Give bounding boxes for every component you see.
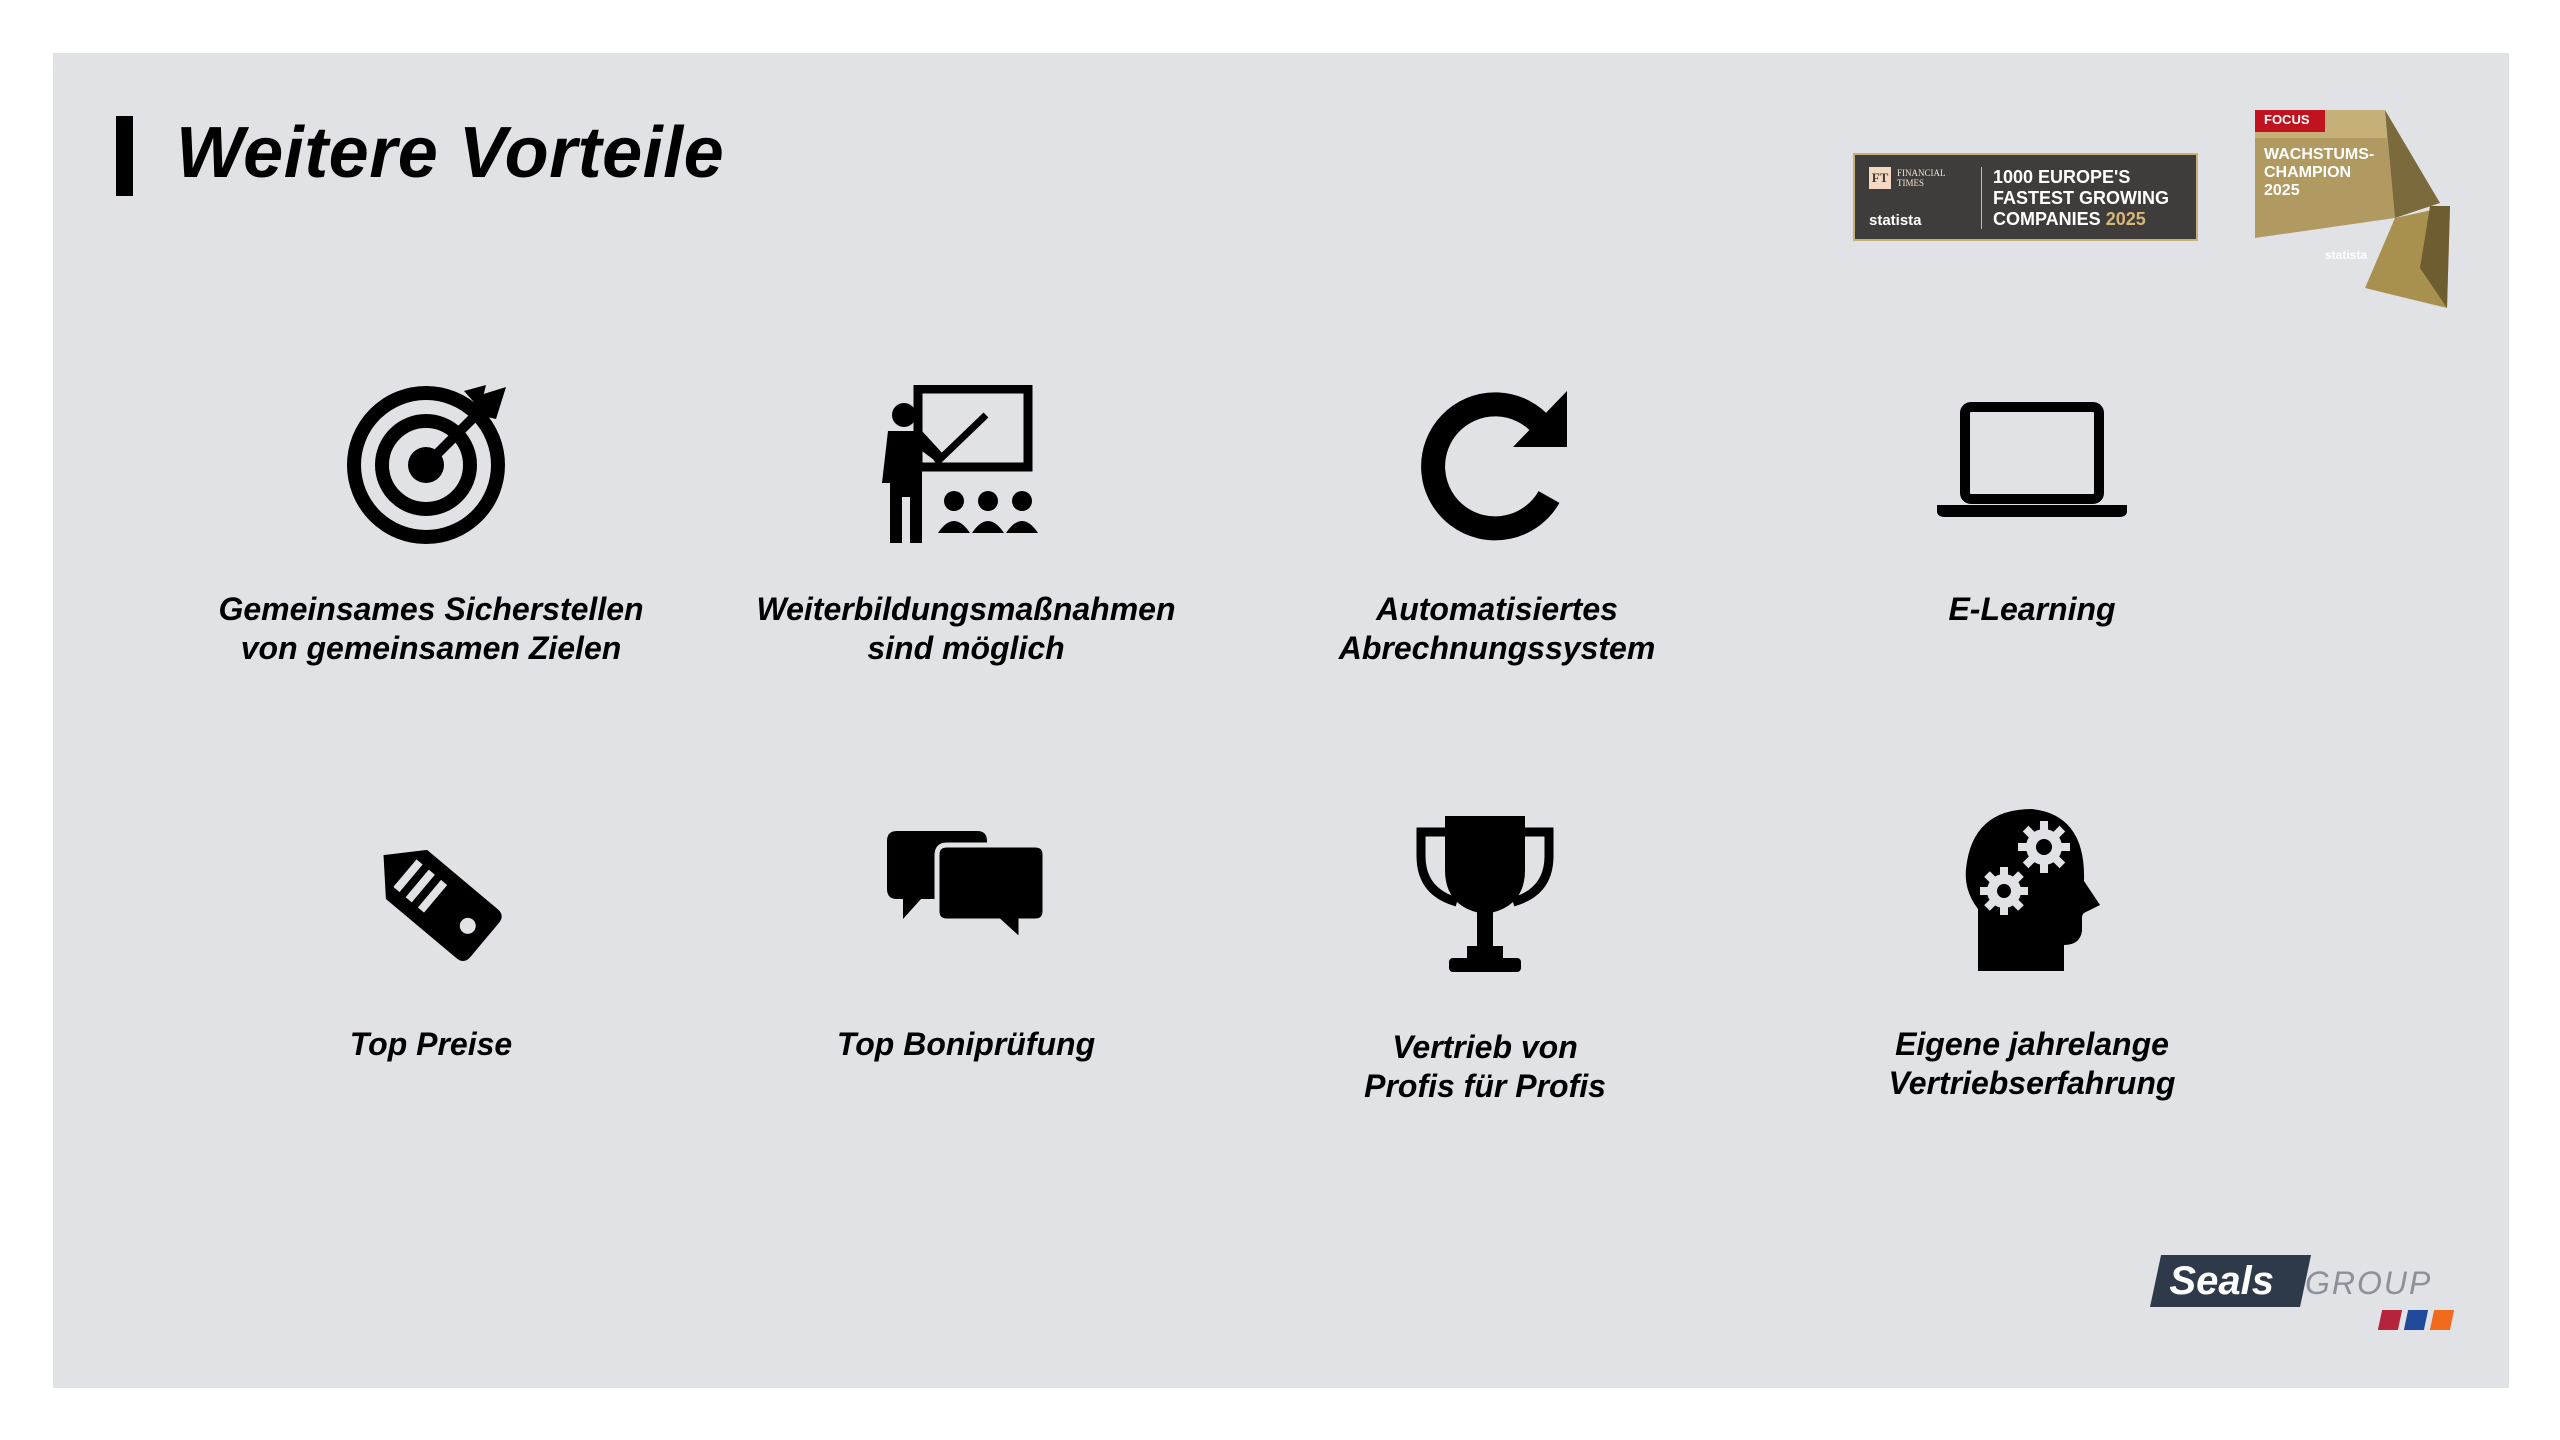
page-title: Weitere Vorteile: [176, 113, 725, 193]
feature-sales-pros: [1205, 810, 1765, 1104]
focus-award-text: [2264, 146, 2374, 200]
ft-award-badge: [1853, 153, 2198, 241]
ft-logo-line1: FINANCIAL: [1897, 168, 1946, 178]
chat-bubbles-icon: [881, 825, 1051, 965]
feature-label: Weiterbildungsmaßnahmen sind möglich: [756, 591, 1176, 666]
head-gears-icon: [1952, 805, 2112, 975]
logo-flag-blue: [2404, 1310, 2428, 1330]
slide-background: [53, 53, 2509, 1388]
ft-logo: [1869, 167, 1946, 189]
feature-elearning: [1752, 385, 2312, 627]
ft-line3-text: COMPANIES: [1993, 209, 2101, 229]
focus-award-badge: [2255, 108, 2455, 308]
focus-brand: FOCUS: [2264, 112, 2310, 127]
seals-brand-text: Seals: [2169, 1259, 2274, 1303]
feature-experience: [1752, 805, 2312, 1101]
ft-year: 2025: [2105, 209, 2146, 229]
seals-group-logo: [2150, 1255, 2460, 1335]
feature-label: E-Learning: [1948, 591, 2116, 627]
feature-credit-check: [686, 825, 1246, 1062]
trophy-icon: [1405, 810, 1565, 980]
focus-line1: WACHSTUMS-: [2264, 146, 2375, 163]
laptop-icon: [1937, 385, 2127, 545]
feature-label: Top Preise: [349, 1026, 513, 1062]
feature-label: Top Boniprüfung: [836, 1026, 1096, 1062]
feature-label: Automatisiertes Abrechnungssystem: [1338, 591, 1656, 666]
price-tag-icon: [351, 825, 511, 965]
feature-label: Eigene jahrelange Vertriebserfahrung: [1888, 1026, 2176, 1101]
ft-line2: FASTEST GROWING: [1993, 188, 2170, 208]
feature-label: Gemeinsames Sicherstellen von gemeinsamen Zielen: [218, 591, 644, 666]
ft-divider: [1981, 167, 1982, 229]
ft-logo-box: FT: [1869, 167, 1891, 189]
title-accent-bar: [116, 116, 133, 196]
ft-line3: [1993, 209, 2169, 230]
focus-award-graphic: [2255, 108, 2455, 308]
presentation-teacher-icon: [876, 385, 1056, 545]
ft-statista-label: statista: [1869, 212, 1922, 229]
feature-label: Vertrieb von Profis für Profis: [1364, 1029, 1606, 1104]
feature-billing: [1217, 385, 1777, 666]
logo-flag-red: [2378, 1310, 2402, 1330]
focus-line2: CHAMPION: [2264, 164, 2352, 181]
feature-training: [686, 385, 1246, 666]
refresh-icon: [1417, 385, 1577, 545]
feature-prices: [151, 825, 711, 1062]
focus-statista-label: statista: [2325, 248, 2368, 262]
focus-line3: 2025: [2264, 182, 2300, 199]
logo-flag-orange: [2430, 1310, 2454, 1330]
group-wordmark: GROUP: [2305, 1265, 2433, 1301]
target-arrow-icon: [346, 385, 516, 545]
ft-line1: 1000 EUROPE'S: [1993, 167, 2131, 187]
ft-award-text: [1993, 167, 2169, 230]
seals-wordmark: [2150, 1255, 2311, 1307]
feature-goals: [151, 385, 711, 666]
ft-logo-line2: TIMES: [1897, 178, 1924, 188]
